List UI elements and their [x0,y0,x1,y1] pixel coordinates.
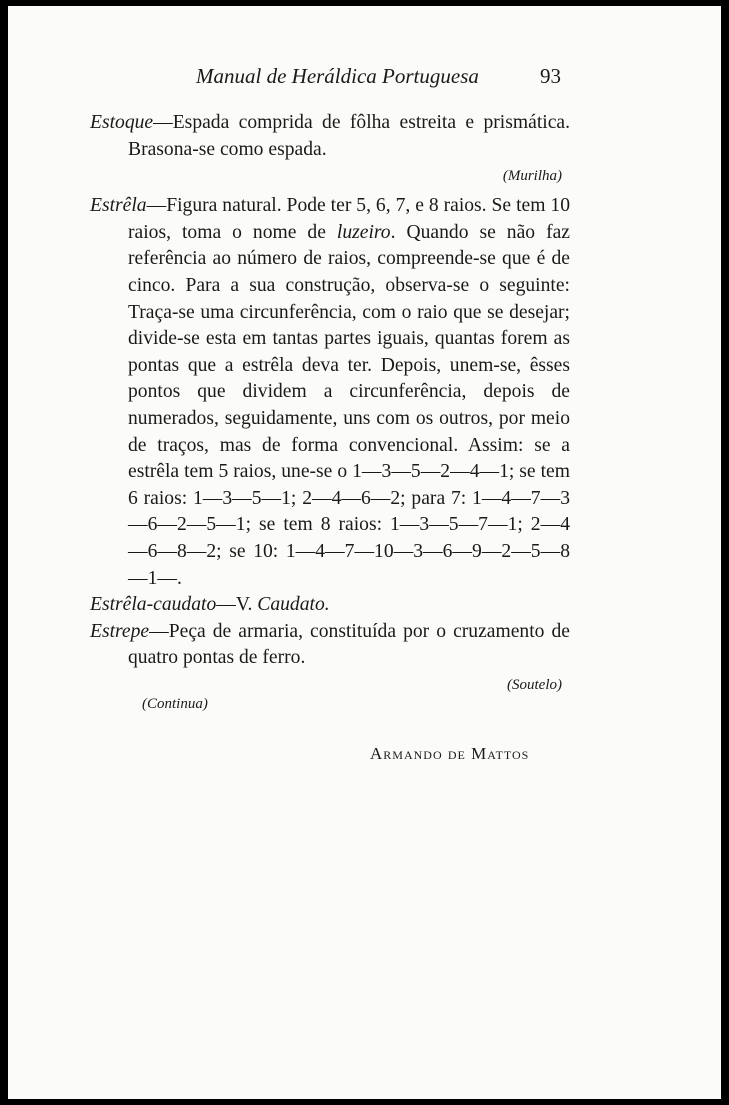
book-page [8,6,721,1099]
entry-term: Estoque [90,112,154,133]
page-number: 93 [540,64,561,88]
entry-italic-word: luzeiro [336,221,391,243]
entry-term: Estrêla [90,195,147,217]
continua-note: (Continua) [142,696,208,712]
page-header [8,64,721,94]
entry-cross-reference: Caudato. [257,594,330,616]
entry-definition: —Figura natural. Pode ter 5, 6, 7, e 8 raios. Se tem 10 raios, toma o nome de [128,195,570,243]
entry-source: (Soutelo) [507,676,562,693]
entry-estoque [90,110,570,163]
author-signature: Armando de Mattos [370,744,530,763]
entry-definition-continued: . Quando se não faz referência ao número de raios, compreende-se que é de cinco. Para a sua construção, observa-se o seguinte: Traça-se uma circunferência, com o raio que se desejar; divide-se esta em tantas partes iguais, quantas forem as pontas que a estrêla deva ter. Depois, unem-se, êsses pontos que dividem a circunferência, depois de numerados, seguidamente, uns com os outros, por meio de traços, mas de forma convencional. Assim: se a estrêla tem 5 raios, une-se o 1—3—5—2—4—1; se tem 6 raios: 1—3—5—1; 2—4—6—2; para 7: 1—4—7—3—6—2—5—1; se tem 8 raios: 1—3—5—7—1; 2—4—6—8—2; se 10: 1—4—7—10—3—6—9—2—5—8—1—. [128,221,570,589]
entry-term: Estrepe [90,620,150,642]
entry-estrela [90,193,570,592]
glossary-content [90,110,570,702]
entry-definition: —V. [216,594,258,616]
entry-source: (Murilha) [502,168,562,185]
entry-definition: —Peça de armaria, constituída por o cruzamento de quatro pontas de ferro. [128,620,570,669]
entry-definition: —Espada comprida de fôlha estreita e prismática. Brasona-se como espada. [128,112,570,160]
entry-term: Estrêla-caudato [90,594,217,616]
entry-estrela-caudato [90,592,570,619]
entry-estrepe [90,619,570,672]
running-title: Manual de Heráldica Portuguesa [196,64,479,88]
